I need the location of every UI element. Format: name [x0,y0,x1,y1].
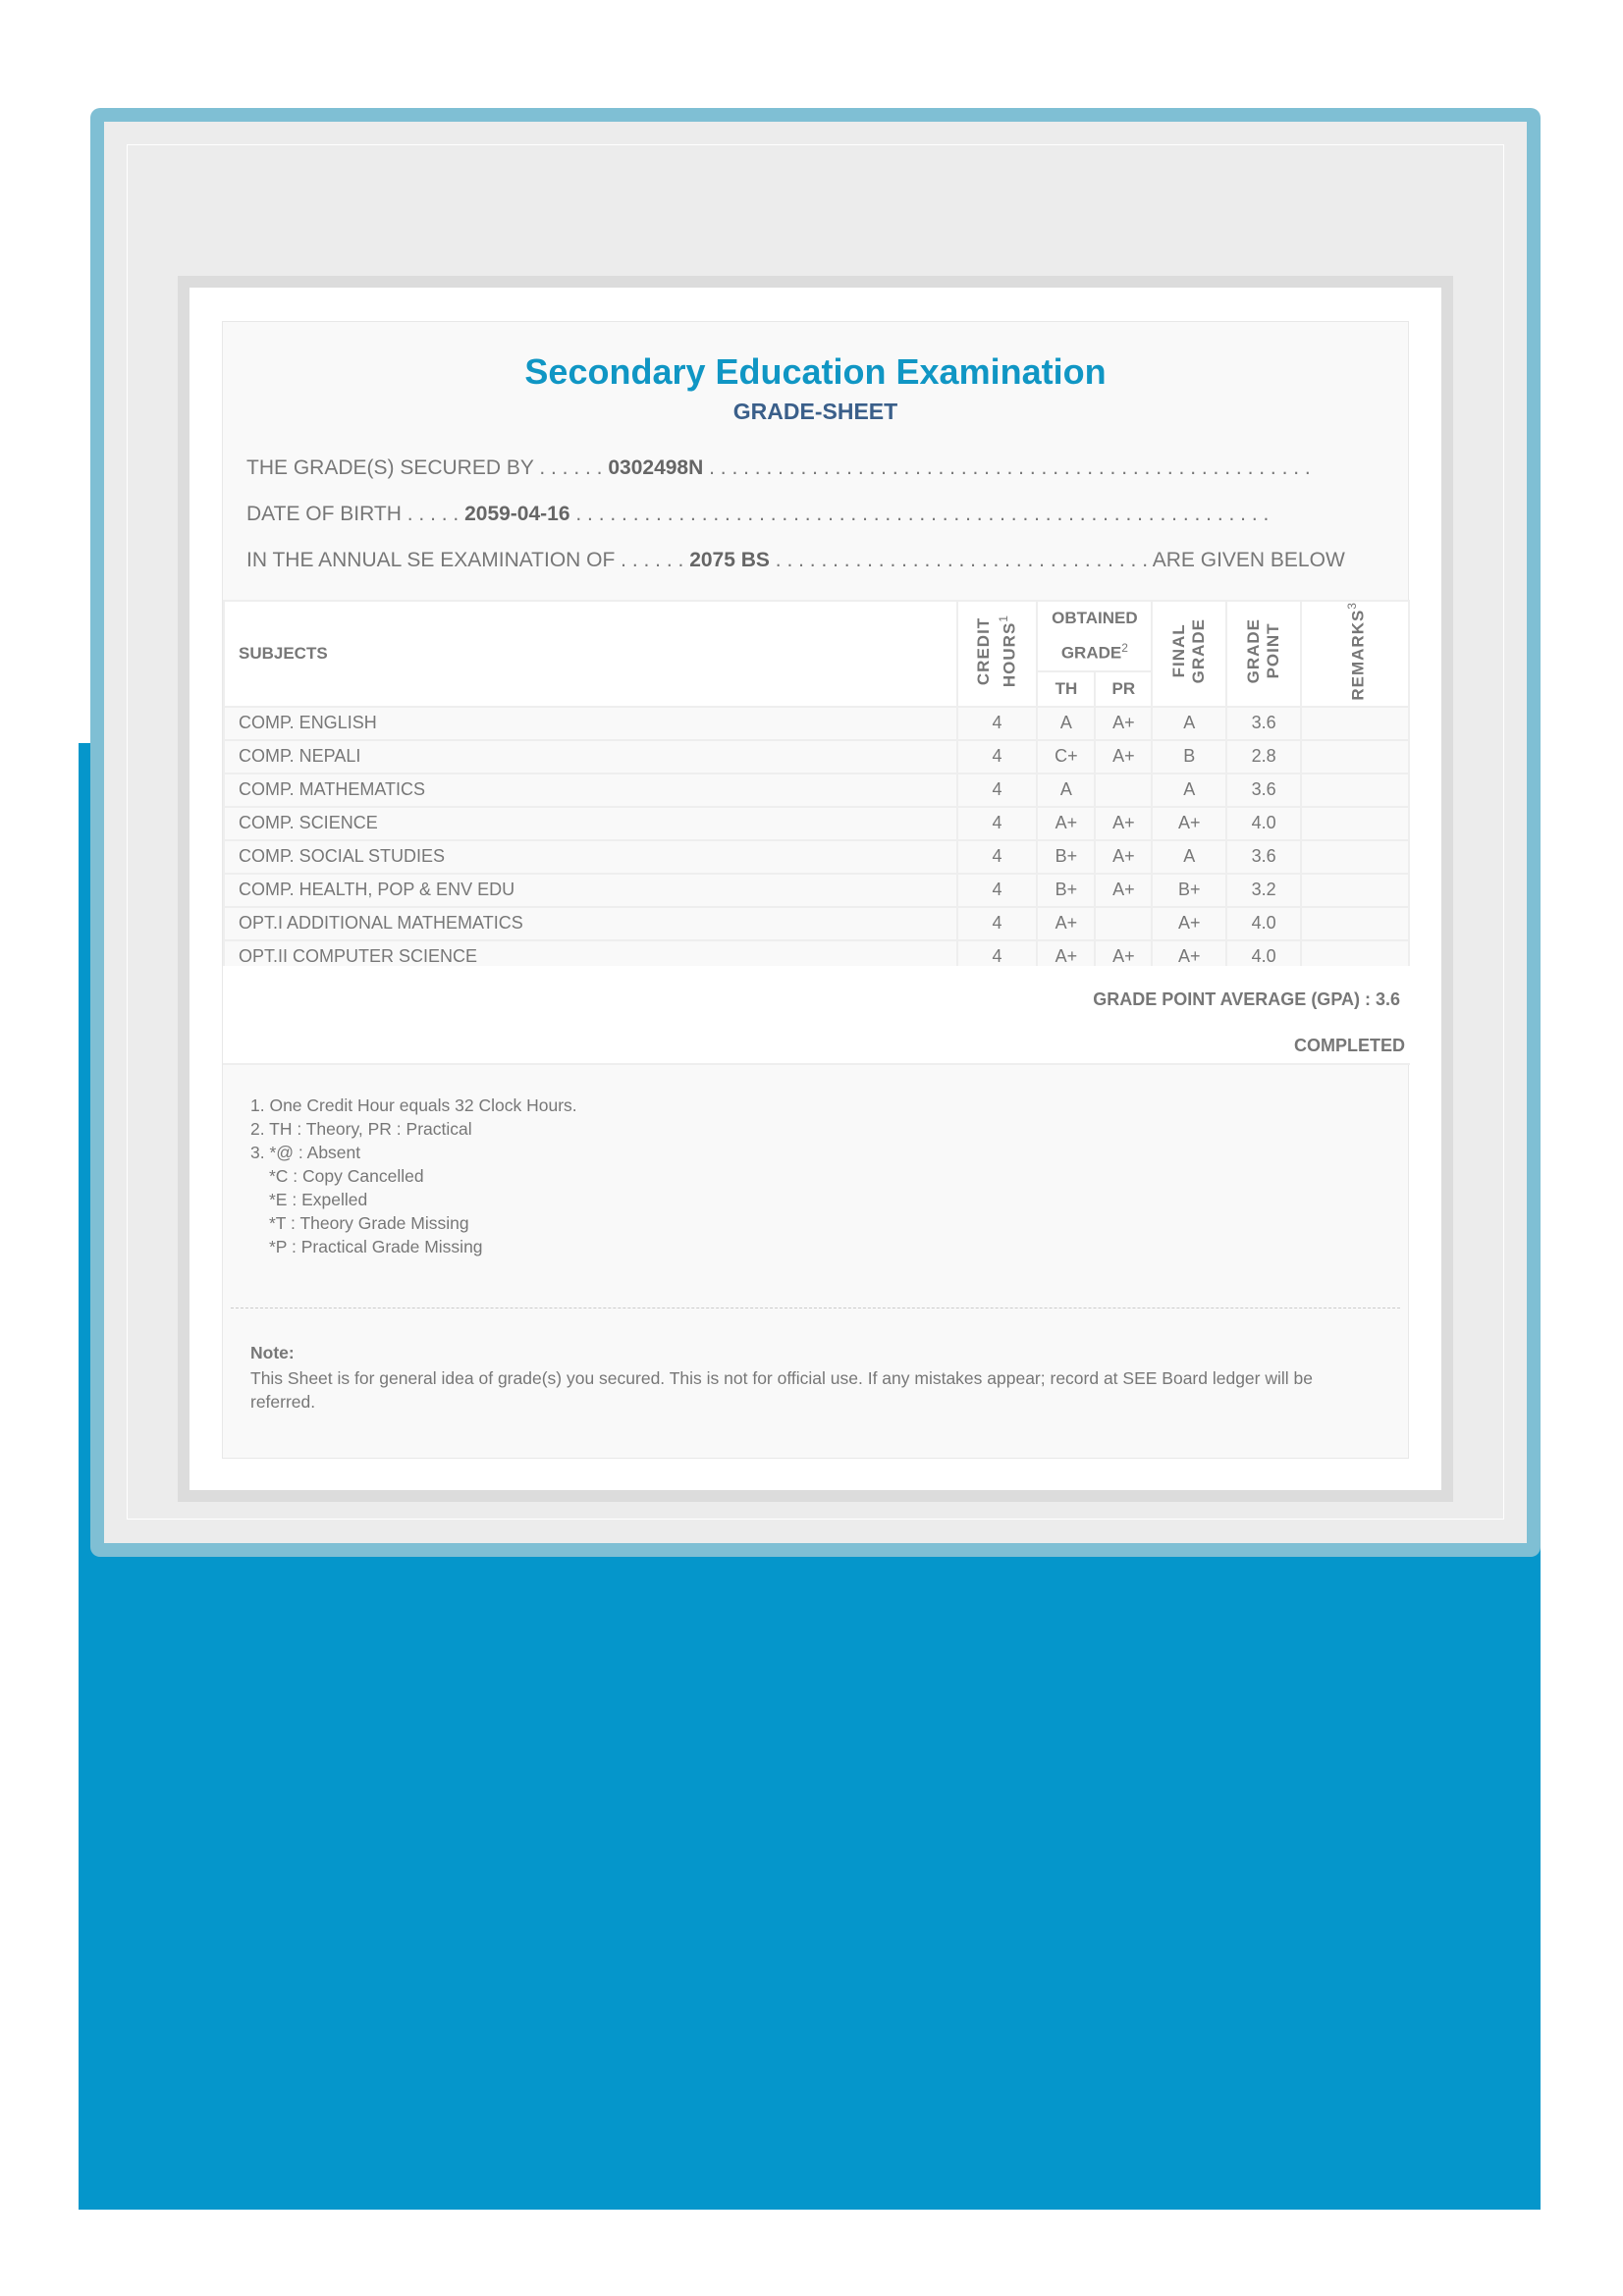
cell-credit: 4 [957,807,1038,840]
leader-dots: . . . . . . . . . . . . . . . . . . . . . . . . . . . . . . . . . . . . . . . . . . . . . . . . . . . . . [709,456,1311,479]
leader-dots: . . . . . . . . . . . . . . . . . . . . . . . . . . . . . . . . . [775,549,1149,571]
header-grade-point: GRADE POINT [1226,601,1301,707]
header-remarks: REMARKS$^3$ [1301,601,1409,707]
table-row [224,707,1409,740]
cell-final: A [1152,774,1226,807]
header-pr: PR [1095,671,1152,707]
cell-pr: A+ [1095,940,1152,974]
cell-final: B+ [1152,874,1226,907]
result-status: COMPLETED [1293,1036,1405,1055]
footnote: 3. *@ : Absent [250,1143,361,1162]
cell-th: B+ [1037,840,1095,874]
cell-remarks [1301,907,1409,940]
cell-subject: COMP. NEPALI [224,740,957,774]
secured-label: THE GRADE(S) SECURED BY . . . . . . [246,456,603,479]
cell-gp: 3.6 [1226,707,1301,740]
cell-th: A [1037,774,1095,807]
gpa-value: GRADE POINT AVERAGE (GPA) : 3.6 [1093,989,1400,1009]
exam-year: 2075 BS [689,549,770,571]
cell-th: C+ [1037,740,1095,774]
cell-pr [1095,774,1152,807]
cell-pr: A+ [1095,807,1152,840]
table-row [224,874,1409,907]
cell-final: A+ [1152,807,1226,840]
cell-th: A+ [1037,940,1095,974]
cell-pr [1095,907,1152,940]
grades-table [223,600,1410,975]
cell-th: A+ [1037,807,1095,840]
page-title: Secondary Education Examination [524,351,1107,392]
exam-line [246,549,1345,572]
header-credit-hours: CREDIT HOURS$^1$ [957,601,1038,707]
cell-remarks [1301,807,1409,840]
note-text: This Sheet is for general idea of grade(s) you secured. This is not for official use. If any mistakes appear; record at SEE Board ledger will be referred. [250,1368,1313,1412]
cell-final: A [1152,840,1226,874]
grade-sheet-card [222,321,1409,1459]
cell-credit: 4 [957,907,1038,940]
leader-dots: . . . . . . . . . . . . . . . . . . . . . . . . . . . . . . . . . . . . . . . . . . . . . . . . . . . . . . . . . . . . . [575,503,1270,525]
summary-section [223,966,1410,1065]
cell-credit: 4 [957,840,1038,874]
cell-subject: COMP. SCIENCE [224,807,957,840]
exam-suffix: ARE GIVEN BELOW [1152,549,1345,571]
dob-line [246,503,1269,526]
cell-final: A+ [1152,907,1226,940]
cell-gp: 4.0 [1226,907,1301,940]
header-final-grade: FINAL GRADE [1152,601,1226,707]
dob-value: 2059-04-16 [464,503,570,525]
cell-gp: 3.6 [1226,774,1301,807]
cell-remarks [1301,707,1409,740]
footnote: *P : Practical Grade Missing [269,1237,483,1256]
note-heading: Note: [250,1343,295,1362]
footnote: *E : Expelled [269,1190,368,1209]
table-row [224,840,1409,874]
footnotes [250,1094,577,1258]
cell-subject: COMP. MATHEMATICS [224,774,957,807]
cell-pr: A+ [1095,707,1152,740]
footnote: *C : Copy Cancelled [269,1166,424,1186]
header-subjects: SUBJECTS [224,601,957,707]
cell-th: A+ [1037,907,1095,940]
cell-subject: COMP. HEALTH, POP & ENV EDU [224,874,957,907]
cell-remarks [1301,774,1409,807]
cell-subject: OPT.II COMPUTER SCIENCE [224,940,957,974]
cell-credit: 4 [957,874,1038,907]
dob-label: DATE OF BIRTH . . . . . [246,503,460,525]
cell-final: B [1152,740,1226,774]
secured-by-line [246,456,1311,480]
cell-subject: COMP. SOCIAL STUDIES [224,840,957,874]
cell-credit: 4 [957,740,1038,774]
cell-pr: A+ [1095,740,1152,774]
cell-pr: A+ [1095,874,1152,907]
cell-remarks [1301,840,1409,874]
cell-gp: 2.8 [1226,740,1301,774]
cell-remarks [1301,740,1409,774]
cell-subject: OPT.I ADDITIONAL MATHEMATICS [224,907,957,940]
cell-th: B+ [1037,874,1095,907]
cell-pr: A+ [1095,840,1152,874]
footnote: 2. TH : Theory, PR : Practical [250,1119,472,1139]
footnote: 1. One Credit Hour equals 32 Clock Hours. [250,1095,577,1115]
page-subtitle: GRADE-SHEET [732,399,898,424]
cell-credit: 4 [957,707,1038,740]
exam-label: IN THE ANNUAL SE EXAMINATION OF . . . . . . [246,549,684,571]
symbol-number: 0302498N [608,456,704,479]
cell-credit: 4 [957,940,1038,974]
cell-gp: 4.0 [1226,807,1301,840]
cell-gp: 3.2 [1226,874,1301,907]
table-row [224,774,1409,807]
table-row [224,807,1409,840]
cell-credit: 4 [957,774,1038,807]
cell-remarks [1301,874,1409,907]
cell-th: A [1037,707,1095,740]
cell-final: A [1152,707,1226,740]
header-th: TH [1037,671,1095,707]
cell-final: A+ [1152,940,1226,974]
cell-gp: 4.0 [1226,940,1301,974]
cell-gp: 3.6 [1226,840,1301,874]
header-obtained-grade: OBTAINED GRADE$^2$ [1037,601,1152,671]
table-row [224,740,1409,774]
table-row [224,907,1409,940]
cell-subject: COMP. ENGLISH [224,707,957,740]
footnote: *T : Theory Grade Missing [269,1213,469,1233]
